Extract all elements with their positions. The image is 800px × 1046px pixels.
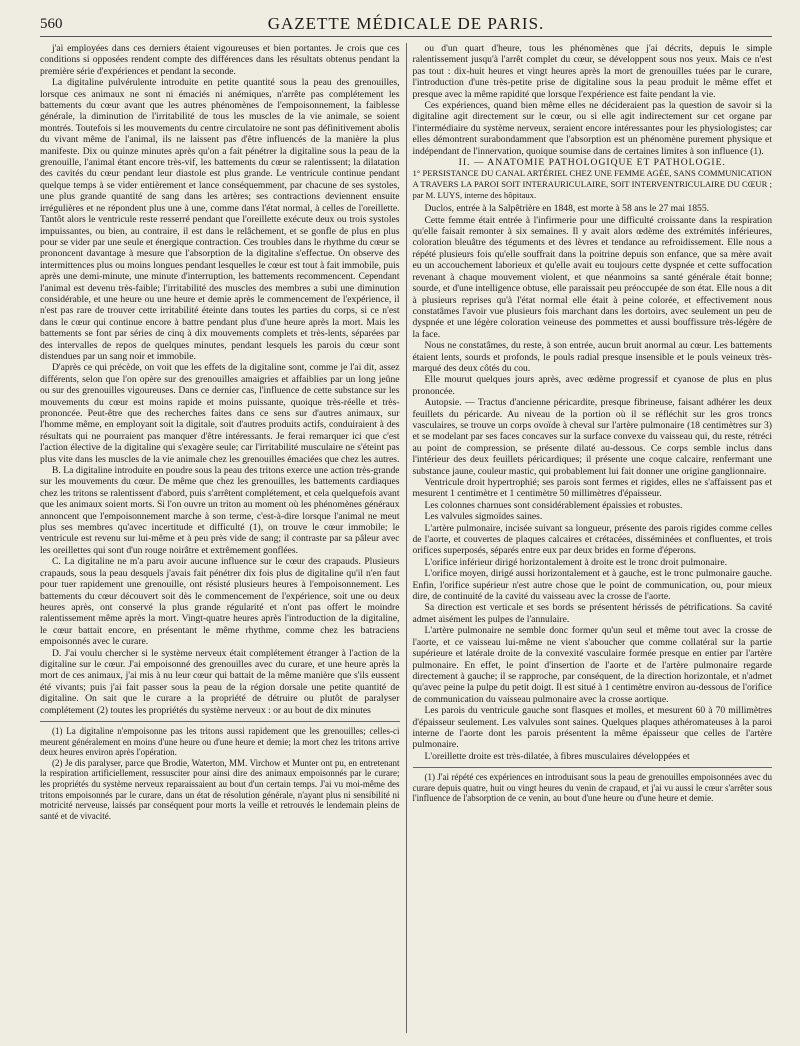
paragraph: Ces expériences, quand bien même elles ne décideraient pas la question de savoir si la digitaline agit directement sur le cœur, ou si elle agit indirectement sur cet organe par l'intermédiaire du système nerveux, seraient encore intéressantes pour les physiologistes; car elles démontrent surabondamment que l'absorption est un phénomène purement physique et indépendant de l'innervation, quoique soumise dans de certaines limites à son influence (1).: [412, 100, 772, 157]
paragraph: Nous ne constatâmes, du reste, à son entrée, aucun bruit anormal au cœur. Les battements étaient lents, sourds et profonds, le pouls radial presque insensible et le pouls veineux très-marqué des deux côtés du cou.: [412, 340, 772, 374]
paragraph: D. J'ai voulu chercher si le système nerveux était complétement étranger à l'action de la digitaline sur le cœur. J'ai empoisonné des grenouilles avec du curare, et une heure après la mort de ces animaux, j'ai mis à nu leur cœur qui battait de la même manière que s'ils eussent été vivants; puis j'ai fait passer sous la peau de la région dorsale une petite quantité de digitaline. On sait que le curare a la propriété de détruire ou plutôt de paralyser complétement (2) toutes les propriétés du système nerveux : or au bout de dix minutes: [40, 647, 400, 716]
paragraph: Duclos, entrée à la Salpêtrière en 1848, est morte à 58 ans le 27 mai 1855.: [424, 203, 710, 215]
paragraph: L'orifice moyen, dirigé aussi horizontalement et à gauche, est le tronc pulmonaire gauche. Enfin, l'orifice supérieur n'est autre chose que le point de communication, ou, pour mieux dire, de continuité de la cavité du vaisseau avec la crosse de l'aorte.: [412, 568, 772, 603]
paragraph: Elle mourut quelques jours après, avec œdème progressif et cyanose de plus en plus prononcée.: [412, 374, 772, 397]
paragraph: Sa direction est verticale et ses bords se présentent hérissés de pétrifications. Sa cavité admet aisément les pulpes de l'annulaire.: [412, 602, 772, 625]
paragraph: B. La digitaline introduite en poudre sous la peau des tritons exerce une action très-grande sur les mouvements du cœur. De même que chez les grenouilles, les battements cardiaques chez les tritons se ralentissent d'abord, puis s'arrêtent complétement, et cela quelquefois avant que les animaux soient morts. Si l'on ouvre un triton au moment où les phénomènes généraux annoncent que l'empoisonnement marche à son terme, c'est-à-dire lorsque l'animal ne meut plus ses membres qu'avec incertitude et difficulté (1), on trouve le cœur immobile; le ventricule est revenu sur lui-même et à peu près vide de sang; il contraste par sa pâleur avec les oreillettes qui sont d'un rouge noirâtre et extrêmement gonflées.: [40, 465, 400, 556]
paragraph: L'oreillette droite est très-dilatée, à fibres musculaires développées et: [424, 750, 690, 762]
paragraph: L'artère pulmonaire ne semble donc former qu'un seul et même tout avec la crosse de l'aorte, et ce vaisseau lui-même ne vient s'aboucher que comme collatéral sur la partie supérieure et latérale droite de la convexité vasculaire formée presque en entier par l'artère pulmonaire. En effet, le point d'insertion de l'aorte et de l'artère pulmonaire regarde directement à gauche; il se rapproche, par conséquent, de la direction horizontale, et n'admet qu'avec peine la pulpe du petit doigt. Il est situé à 1 centimètre environ au-dessous de l'orifice de communication du vaisseau pulmonaire avec la crosse aortique.: [412, 625, 772, 705]
paragraph: Autopsie. — Tractus d'ancienne péricardite, presque fibrineuse, faisant adhérer les deux feuillets du péricarde. Au niveau de la portion où il se réfléchit sur les gros troncs vasculaires, se trouve un corps ovoïde à cheval sur l'artère pulmonaire (18 centimètres sur 3) et se modelant par ses faces concaves sur la surface convexe du vaisseau qui, du reste, rétréci au point de compression, se présente dilaté au-dessous. Ce corps semble inclus dans l'intérieur des deux feuillets péricardiques; il présente une coque calcaire, renfermant une substance jaune, couleur mastic, qui probablement lui fait donner une origine ganglionnaire.: [412, 397, 772, 477]
paragraph: La digitaline pulvérulente introduite en petite quantité sous la peau des grenouilles, lorsque ces animaux ne sont ni émaciés ni anémiques, n'arrête pas complétement les battements du cœur avant que les autres phénomènes de l'empoisonnement, la faiblesse générale, la diminution de l'irritabilité de tous les muscles de la vie animale, se soient montrés. Toutefois si les mouvements du centre circulatoire ne sont pas définitivement abolis du vivant même de l'animal, ils ne laissent pas d'être influencés de la manière la plus manifeste. Dix ou quinze minutes après qu'on a fait pénétrer la digitaline sous la peau de la grenouille, l'animal étant encore très-vif, les battements du cœur se ralentissent; la dilatation des cavités du cœur pendant leur diastole est plus grande. Le ventricule continue pendant quelque temps à se vider entièrement et lance conséquemment, par chacune de ses systoles, une plus grande quantité de sang dans les artères; ses contractions deviennent ensuite irrégulières et ne répondent plus une à une, comme dans l'état normal, à celles de l'oreillette. Tantôt alors le ventricule reste resserré pendant que l'oreillette exécute deux ou trois systoles impuissantes, ou bien, au contraire, il est dans le relâchement, et se gonfle de plus en plus pour se vider par une seule et énergique contraction. Ces troubles dans le rhythme du cœur se prononcent davantage à mesure que l'absorption de la digitaline s'effectue. On observe des intermittences plus ou moins longues pendant lesquelles le cœur est tout à fait immobile, puis après une demi-minute, une minute d'interruption, les battements recommencent. Cependant l'animal est devenu très-faible; l'irritabilité des muscles des membres a subi une diminution considérable, et une heure ou une heure et demie après le commencement de l'expérience, il n'est pas rare de trouver cette irritabilité éteinte dans toutes les parties du corps, si ce n'est dans le cœur qui continue encore à battre pendant plus d'une heure après la mort. Mais les battements se font par séries de cinq à dix mouvements complets et très-lents, séparées par des intervalles de repos de quelques minutes, pendant lesquels les parois du cœur sont distendues par un sang noir et immobile.: [40, 77, 400, 362]
journal-title: GAZETTE MÉDICALE DE PARIS.: [267, 14, 545, 33]
footnote-divider: [40, 721, 400, 722]
page-number: 560: [40, 16, 63, 32]
paragraph: L'orifice inférieur dirigé horizontalement à droite est le tronc droit pulmonaire.: [424, 556, 727, 568]
paragraph: Les parois du ventricule gauche sont flasques et molles, et mesurent 60 à 70 millimètres d'épaisseur seulement. Les valvules sont saines. Quelques plaques athéromateuses à la paroi interne de l'aorte dont les parois présentent la même épaisseur que celles de l'artère pulmonaire.: [412, 705, 772, 751]
section-title: II. — ANATOMIE PATHOLOGIQUE ET PATHOLOGIE.: [458, 157, 726, 169]
footnote-divider: [413, 767, 773, 768]
paragraph: Les colonnes charnues sont considérablement épaissies et robustes.: [424, 499, 683, 511]
footnote: (1) La digitaline n'empoisonne pas les tritons aussi rapidement que les grenouilles; celles-ci meurent généralement en moins d'une heure ou d'une heure et demie; la mort chez les tritons arrive deux heures environ après l'opération.: [40, 725, 400, 758]
paragraph: C. La digitaline ne m'a paru avoir aucune influence sur le cœur des crapauds. Plusieurs crapauds, sous la peau desquels j'avais fait pénétrer dix fois plus de digitaline qu'il n'en faut pour tuer rapidement une grenouille, ont résisté plusieurs heures à l'empoisonnement. Les battements du cœur découvert soit dès le commencement de l'expérience, soit une ou deux heures après, ont conservé la plus grande régularité et n'ont pas offert le moindre ralentissement même après la mort. Vingt-quatre heures après l'introduction de la digitaline, le cœur battait encore, en présentant le même rhythme, comme chez les batraciens empoisonnés avec le curare.: [40, 556, 400, 648]
paragraph: Les valvules sigmoïdes saines.: [424, 511, 543, 523]
paragraph: L'artère pulmonaire, incisée suivant sa longueur, présente des parois rigides comme celles de l'aorte, et couvertes de plaques calcaires et crétacées, disséminées et confluentes, et trois orifices superposés, séparés entre eux par deux brides en forme d'éperons.: [412, 522, 772, 557]
footnote: (1) J'ai répété ces expériences en introduisant sous la peau de grenouilles empoisonnées avec du curare depuis quatre, huit ou vingt heures du venin de crapaud, et j'ai vu aussi le cœur s'arrêter sous l'influence de l'absorption de ce venin, au bout d'une heure ou d'une heure et demie.: [412, 772, 772, 804]
two-column-body: [40, 43, 772, 1033]
case-title: 1° PERSISTANCE DU CANAL ARTÉRIEL CHEZ UNE FEMME AGÉE, SANS COMMUNICATION A TRAVERS LA PAROI SOIT INTERAURICULAIRE, SOIT INTERVENTRICULAIRE DU CŒUR ; par M. LUYS, interne des hôpitaux.: [412, 168, 772, 200]
footnote: (2) Je dis paralyser, parce que Brodie, Waterton, MM. Virchow et Munter ont pu, en entretenant la respiration artificiellement, ressusciter pour ainsi dire des animaux empoisonnés par le curare; les propriétés du système nerveux reparaissaient au bout d'un certain temps. J'ai vu moi-même des tritons empoisonnés par le curare, dans un état de résolution générale, n'ayant plus ni sensibilité ni motricité nerveuse, laissés par conséquent pour morts la veille et retrouvés le lendemain pleins de santé et de vivacité.: [40, 757, 400, 821]
paragraph: j'ai employées dans ces derniers étaient vigoureuses et bien portantes. Je crois que ces conditions si opposées rendent compte des différences dans les résultats obtenus pendant la première série d'expériences et pendant la seconde.: [40, 43, 400, 77]
right-column: [406, 43, 773, 1033]
page-header: [40, 14, 772, 37]
paragraph: Ventricule droit hypertrophié; ses parois sont fermes et rigides, elles ne s'affaissent pas et mesurent 1 centimètre et 1 centimètre 50 millimètres d'épaisseur.: [412, 477, 772, 500]
paragraph: ou d'un quart d'heure, tous les phénomènes que j'ai décrits, depuis le simple ralentissement jusqu'à l'arrêt complet du cœur, se développent sous nos yeux. Mais ce n'est pas tout : dix-huit heures et vingt heures après la mort de grenouilles tuées par le curare, l'introduction d'une très-petite prise de digitaline sous la peau produit le même effet et presque avec la même rapidité que lorsque l'expérience est faite pendant la vie.: [412, 43, 772, 100]
paragraph: D'après ce qui précède, on voit que les effets de la digitaline sont, comme je l'ai dit, assez différents, selon que l'on opère sur des grenouilles amaigries et affaiblies par un long jeûne ou sur des grenouilles vigoureuses. Dans ce dernier cas, l'influence de cette substance sur les mouvements du cœur est moins rapide et moins puissante, quoique très-réelle et très-prononcée. Peut-être que des recherches faites dans ce sens sur d'autres animaux, sur l'homme même, en employant soit la digitale, soit d'autres produits actifs, conduiraient à des résultats qui ne pourraient pas manquer d'être intéressants. Je ferai remarquer ici que c'est l'action élective de la digitaline qui s'exagère seule; car l'irritabilité musculaire ne s'éteint pas plus vite dans les muscles de la vie animale chez les grenouilles émaciées que chez les autres.: [40, 362, 400, 465]
paragraph: Cette femme était entrée à l'infirmerie pour une difficulté croissante dans la respiration qu'elle faisait remonter à six semaines. Il y avait alors œdème des extrémités inférieures, coloration bleuâtre des téguments et des lèvres et tendance au refroidissement. Elle nous a répété plusieurs fois qu'elle souffrait dans la poitrine depuis son enfance, que sa mère avait eu un accouchement laborieux et qu'elle avait eu toujours cette dyspnée et cette suffocation revenant à chaque mouvement violent, et que néanmoins sa santé générale était bonne; sourde, et d'une intelligence obtuse, elle paraissait peu préoccupée de son état. Elle nous a dit à plusieurs reprises qu'à l'état normal elle était à peine colorée, et effectivement nous constatâmes l'avoir vue plusieurs fois marchant dans les dortoirs, avec seulement un peu de dyspnée et une légère coloration veineuse des pommettes et aussi bouffissure très-légère de la face.: [412, 214, 772, 340]
left-column: [40, 43, 406, 1033]
